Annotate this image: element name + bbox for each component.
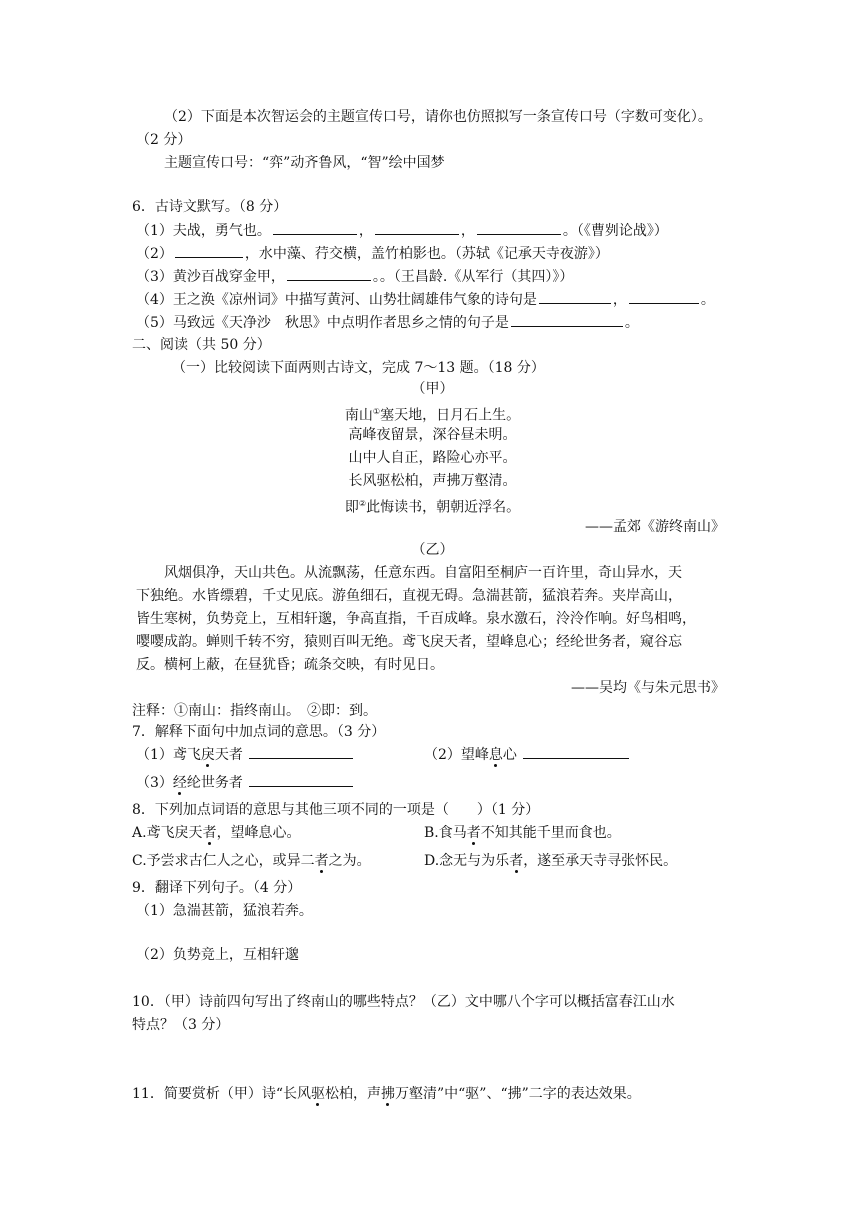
answer-blank[interactable] (511, 312, 623, 327)
prose-author: ——吴均《与朱元思书》 (571, 680, 725, 696)
q10-line-2: 特点？（3 分） (132, 1017, 230, 1033)
q8-option-a[interactable]: A.鸢飞戾天者，望峰息心。 (132, 825, 301, 841)
poem-line-2: 高峰夜留景，深谷昼未明。 (348, 427, 517, 443)
notes: 注释：①南山：指终南山。 ②即：到。 (132, 703, 377, 719)
answer-blank[interactable] (629, 289, 699, 304)
q8-option-d[interactable]: D.念无与为乐者，遂至承天寺寻张怀民。 (424, 853, 678, 869)
q9-item-2: （2）负势竞上，互相轩邈 (136, 947, 299, 963)
q11-prompt: 11．简要赏析（甲）诗“长风驱松柏，声拂万壑清”中“驱”、“拂”二字的表达效果。 (132, 1086, 641, 1102)
answer-blank[interactable] (477, 220, 561, 235)
q7-title: 7．解释下面句中加点词的意思。（3 分） (132, 724, 386, 740)
poem-line-4: 长风驱松柏，声拂万壑清。 (348, 473, 517, 489)
answer-blank[interactable] (539, 289, 611, 304)
q8-title: 8．下列加点词语的意思与其他三项不同的一项是（ ）（1 分） (132, 802, 540, 818)
answer-blank[interactable] (273, 220, 357, 235)
q7-item-2: （2）望峰息心 (424, 744, 631, 765)
q9-item-1: （1）急湍甚箭，猛浪若奔。 (136, 903, 313, 919)
q6-item-4: （4）王之涣《凉州词》中描写黄河、山势壮阔雄伟气象的诗句是 ， 。 (136, 289, 715, 310)
q6-title: 6．古诗文默写。（8 分） (132, 199, 288, 215)
prose-line-4: 嘤嘤成韵。蝉则千转不穷，猿则百叫无绝。鸢飞戾天者，望峰息心；经纶世务者，窥谷忘 (136, 634, 682, 650)
answer-blank[interactable] (249, 744, 353, 759)
poem-line-5: 即②此悔读书，朝朝近浮名。 (344, 499, 521, 516)
poem-label: （甲） (411, 381, 454, 397)
q5-2-prompt: （2）下面是本次智运会的主题宣传口号，请你也仿照拟写一条宣传口号（字数可变化）。 (164, 109, 712, 125)
q8-option-b[interactable]: B.食马者不知其能千里而食也。 (424, 825, 621, 841)
q7-item-1: （1）鸢飞戾天者 (136, 744, 355, 765)
poem-author: ——孟郊《游终南山》 (585, 519, 725, 535)
section-2-title: 二、阅读（共 50 分） (132, 337, 271, 353)
prose-line-5: 反。横柯上蔽，在昼犹昏；疏条交映，有时见日。 (136, 657, 444, 673)
q6-item-5: （5）马致远《天净沙 秋思》中点明作者思乡之情的句子是 。 (136, 312, 639, 333)
prose-line-3: 皆生寒树，负势竞上，互相轩邈，争高直指，千百成峰。泉水激石，泠泠作响。好鸟相鸣， (136, 611, 696, 627)
answer-blank[interactable] (249, 772, 353, 787)
q6-item-3: （3）黄沙百战穿金甲， 。。（王昌龄.《从军行（其四）》） (136, 266, 573, 287)
prose-label: （乙） (411, 542, 454, 558)
section-2-intro: （一）比较阅读下面两则古诗文，完成 7～13 题。（18 分） (172, 360, 545, 376)
q8-option-c[interactable]: C.予尝求古仁人之心，或异二者之为。 (132, 853, 371, 869)
q6-item-2: （2） ，水中藻、荇交横，盖竹柏影也。（苏轼《记承天寺夜游》） (136, 243, 609, 264)
q10-line-1: 10．（甲）诗前四句写出了终南山的哪些特点？（乙）文中哪八个字可以概括富春江山水 (132, 994, 675, 1010)
q6-item-1: （1）夫战，勇气也。 ， ， 。（《曹刿论战》） (136, 220, 668, 241)
answer-blank[interactable] (523, 744, 629, 759)
q5-2-slogan: 主题宣传口号：“弈”动齐鲁风，“智”绘中国梦 (164, 155, 445, 171)
q7-item-3: （3）经纶世务者 (136, 772, 355, 793)
poem-line-3: 山中人自正，路险心亦平。 (348, 450, 517, 466)
answer-blank[interactable] (375, 220, 459, 235)
poem-line-1: 南山①塞天地，日月石上生。 (344, 407, 521, 424)
prose-line-1: 风烟俱净，天山共色。从流飘荡，任意东西。自富阳至桐庐一百许里，奇山异水，天 (164, 565, 682, 581)
q5-2-score: （2 分） (136, 132, 192, 148)
q9-title: 9．翻译下列句子。（4 分） (132, 880, 302, 896)
prose-line-2: 下独绝。水皆缥碧，千丈见底。游鱼细石，直视无碍。急湍甚箭，猛浪若奔。夹岸高山， (136, 588, 682, 604)
answer-blank[interactable] (287, 266, 371, 281)
answer-blank[interactable] (175, 243, 243, 258)
